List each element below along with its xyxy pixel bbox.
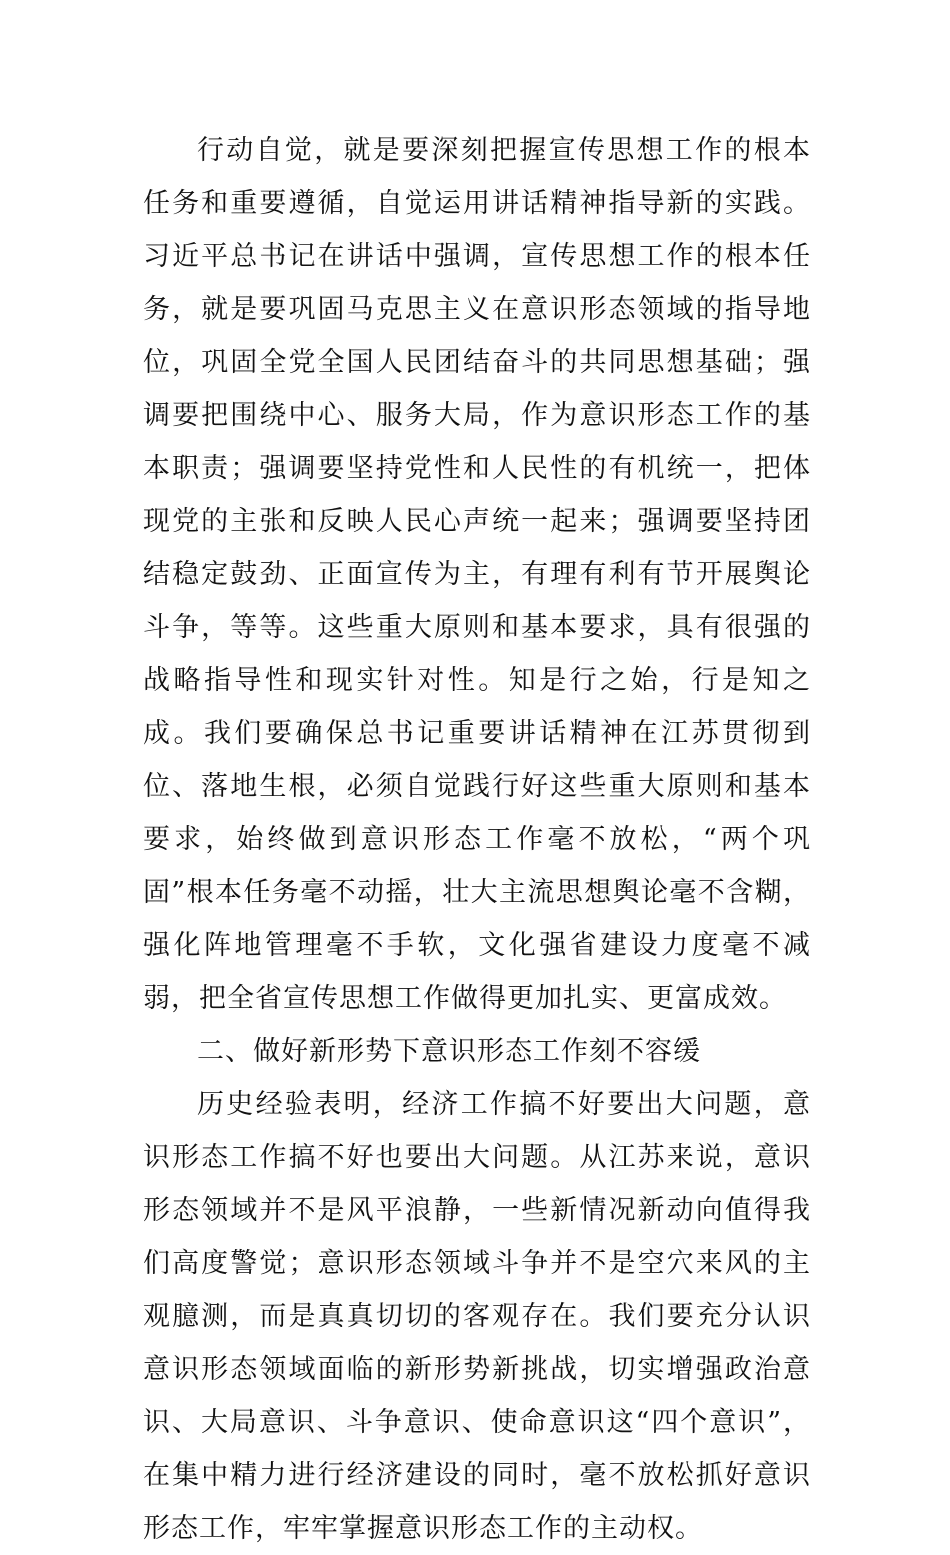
section-heading-two: 二、做好新形势下意识形态工作刻不容缓 — [197, 1036, 701, 1067]
document-body — [143, 124, 811, 1555]
paragraph-action-consciousness: 行动自觉，就是要深刻把握宣传思想工作的根本任务和重要遵循，自觉运用讲话精神指导新的实践。习近平总书记在讲话中强调，宣传思想工作的根本任务，就是要巩固马克思主义在意识形态领域的指导地位，巩固全党全国人民团结奋斗的共同思想基础；强调要把围绕中心、服务大局，作为意识形态工作的基本职责；强调要坚持党性和人民性的有机统一，把体现党的主张和反映人民心声统一起来；强调要坚持团结稳定鼓劲、正面宣传为主，有理有利有节开展舆论斗争，等等。这些重大原则和基本要求，具有很强的战略指导性和现实针对性。知是行之始，行是知之成。我们要确保总书记重要讲话精神在江苏贯彻到位、落地生根，必须自觉践行好这些重大原则和基本要求，始终做到意识形态工作毫不放松，“两个巩固”根本任务毫不动摇，壮大主流思想舆论毫不含糊，强化阵地管理毫不手软，文化强省建设力度毫不减弱，把全省宣传思想工作做得更加扎实、更富成效。 — [143, 135, 811, 1014]
paragraph-historical-experience: 历史经验表明，经济工作搞不好要出大问题，意识形态工作搞不好也要出大问题。从江苏来说，意识形态领域并不是风平浪静，一些新情况新动向值得我们高度警觉；意识形态领域斗争并不是空穴来风的主观臆测，而是真真切切的客观存在。我们要充分认识意识形态领域面临的新形势新挑战，切实增强政治意识、大局意识、斗争意识、使命意识这“四个意识”，在集中精力进行经济建设的同时，毫不放松抓好意识形态工作，牢牢掌握意识形态工作的主动权。 — [143, 1089, 811, 1544]
